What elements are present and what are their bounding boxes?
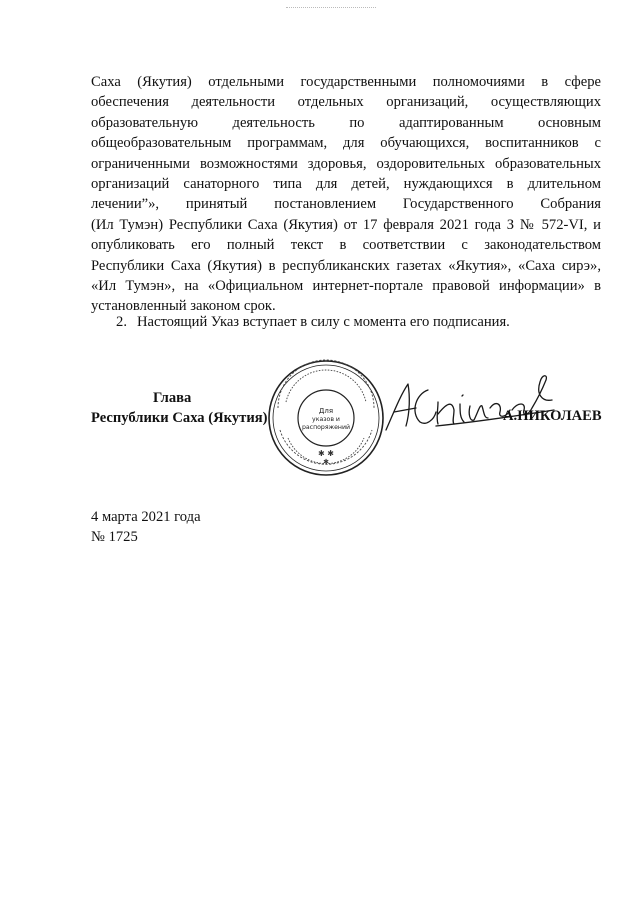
signatory-title-line-1: Глава	[153, 390, 192, 406]
top-divider-mark	[286, 7, 376, 10]
paragraph-1-line: опубликовать его полный текст в соответствии с законодательством	[91, 237, 601, 254]
official-seal-stamp	[266, 358, 386, 478]
paragraph-1-line: установленный законом срок.	[91, 298, 276, 315]
paragraph-1-line: (Ил Тумэн) Республики Саха (Якутия) от 17 февраля 2021 года З № 572-VI, и	[91, 216, 601, 233]
handwritten-signature	[376, 360, 566, 440]
signatory-name: А.НИКОЛАЕВ	[503, 408, 602, 424]
paragraph-1-line: образовательную деятельность по адаптированным основным	[91, 114, 601, 131]
paragraph-1-line: Саха (Якутия) отдельными государственными полномочиями в сфере	[91, 74, 601, 90]
paragraph-1-line: ограниченными возможностями здоровья, оздоровительных образовательных	[91, 155, 601, 172]
paragraph-1-line: Республики Саха (Якутия) в республиканских газетах «Якутия», «Саха сирэ»,	[91, 257, 601, 274]
paragraph-1-line: организаций санаторного типа для детей, нуждающихся в длительном	[91, 176, 601, 193]
item-2-number: 2.	[116, 314, 127, 330]
paragraph-1-line: общеобразовательным программам, для обучающихся, воспитанников с	[91, 135, 601, 152]
paragraph-2	[91, 312, 601, 332]
svg-text:✱: ✱	[323, 458, 329, 466]
paragraph-1	[91, 72, 601, 317]
seal-text-2: указов и	[312, 416, 340, 423]
document-footer	[91, 507, 201, 548]
seal-text-1: Для	[318, 407, 334, 415]
paragraph-1-line: обеспечения деятельности отдельных организаций, осуществляющих	[91, 94, 601, 111]
item-2-text: Настоящий Указ вступает в силу с момента его подписания.	[137, 314, 510, 330]
document-number: № 1725	[91, 529, 138, 546]
document-date: 4 марта 2021 года	[91, 509, 201, 525]
paragraph-1-line: «Ил Тумэн», на «Официальном интернет-портале правовой информации» в	[91, 278, 601, 295]
seal-text-3: распоряжений	[301, 424, 351, 431]
svg-text:✱ ✱: ✱ ✱	[318, 449, 334, 458]
paragraph-1-line: лечении”», принятый постановлением Государственного Собрания	[91, 196, 601, 213]
signatory-title	[91, 388, 267, 428]
signatory-title-line-2: Республики Саха (Якутия)	[91, 410, 268, 426]
